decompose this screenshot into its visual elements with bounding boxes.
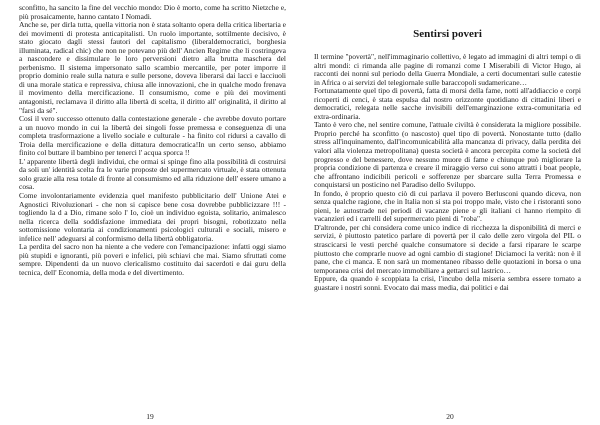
right-page (300, 0, 600, 425)
left-paragraph: Come involontariamente evidenzia quel manifesto pubblicitario dell' Unione Atei e Agnostici Rivoluzionari - che non si capisce bene cosa dovrebbe pubblicizzare !!! - togliendo la d a Dio, rimane solo l' Io, cioè un individuo egoista, solitario, animalesco nella ricerca della soddisfazione immediata dei propri bisogni, robotizzato nella sottomissione volontaria ai condizionamenti psicologici culturali e sociali, misero e infelice nell' adeguarsi al conformismo della libertà obbligatoria. (19, 191, 286, 243)
right-paragraph: Tanto è vero che, nel sentire comune, l'attuale civiltà è considerata la migliore possibile. Proprio perché ha sconfitto (o nascosto) quel tipo di povertà. Nonostante tutto (dallo stress all'inquinamento, dall'incomunicabilità alla mancanza di privacy, dalla perdita dei valori alla violenza metropolitana) questa società è ancora percepita come la società del progresso e del benessere, dove nessuno muore di fame e chiunque può migliorare la propria condizione di partenza e creare il miraggio verso cui sono attratti i boat people, che affrontano indicibili pericoli e sofferenze per sbarcare sulla Terra Promessa e conquistarsi un posticino nel Paradiso dello Sviluppo. (314, 120, 581, 190)
right-paragraph: D'altronde, per chi considera come unico indice di ricchezza la disponibilità di merci e servizi, è piuttosto patetico parlare di povertà per il calo delle zero virgola del PIL o strascicarsi le vesti perché qualche consumatore si decide a farsi riparare le scarpe piuttosto che comprarle nuove ad ogni cambio di stagione! Diciamoci la verità: non è il pane, che ci manca. E non sarà un momentaneo ribasso delle quotazioni in borsa o una temporanea crisi del mercato immobiliare a gettarci sul lastrico… (314, 222, 581, 275)
right-paragraph: In fondo, è proprio questo ciò di cui parlava il povero Berlusconi quando diceva, non senza qualche ragione, che in Italia non si sta poi troppo male, visto che i ristoranti sono pieni, le autostrade nei periodi di vacanze piene e gli italiani ci hanno riempito di vacanzieri ed i carrelli del supermercato pieni di "roba". (314, 188, 581, 224)
left-paragraph: La perdita del sacro non ha niente a che vedere con l'emancipazione: infatti oggi siamo più stupidi e ignoranti, più poveri e infelici, più schiavi che mai. Siamo sfruttati come sempre. Dipendenti da un nuovo clericalismo costituito dai sacerdoti e dai guru della tecnica, dell' Economia, della moda e del divertimento. (19, 242, 286, 277)
right-paragraph: Eppure, da quando è scoppiata la crisi, l'incubo della miseria sembra essere tornato a guastare i nostri sonni. Evocato dai mass media, dai politici e dai (314, 274, 581, 292)
right-paragraph: Il termine "povertà", nell'immaginario collettivo, è legato ad immagini di altri tempi o di altri mondi: ci rimanda alle pagine di romanzi come I Miserabili di Victor Hugo, ai racconti dei nonni sul periodo della Guerra Mondiale, a certi documentari sulle catestie in Africa o ai servizi del telegiornale sulle baraccopoli sudamericane… (314, 52, 581, 87)
left-page-text (19, 4, 286, 404)
left-paragraph: Anche se, per dirla tutta, quella vittoria non è stata soltanto opera della critica libertaria e dei movimenti di protesta anticapitalisti. Un ruolo importante, sottilmente decisivo, è stato giocato dagli stessi fautori del capitalismo (liberaldemocratici, borghesia illuminata, radical chic) che non ne potevano più dell' Ancien Regime che li costringeva a nascondere e dissimulare le loro perversioni dietro alla brutta maschera del perbenismo. Il sistema impersonato sallo scambio mercantile, per poter imporre il proprio dominio reale sulla natura e sulle persone, doveva liberarsi dai lacci e lacciuoli di una morale statica e repressiva, chiusa alle innovazioni, che in qualche modo frenava il movimento della mercificazione. Il consumismo, come e più dei movimenti antagonisti, reclamava il diritto alla libertà di scelta, il diritto all' originalità, il diritto al "farsi da sé". (19, 20, 286, 115)
right-page-text (314, 4, 581, 404)
left-paragraph: Così il vero successo ottenuto dalla contestazione generale - che avrebbe dovuto portare a un nuovo mondo in cui la libertà dei singoli fosse premessa e conseguenza di una completa trasformazione a livello sociale e culturale - ha finito col ridursi a cavallo di Troia della mercificazione e della dittatura democratica!In un certo senso, abbiamo finito col buttare il bambino per tenerci l' acqua sporca !! (19, 114, 286, 158)
left-paragraph: sconfitto, ha sancito la fine del vecchio mondo: Dio è morto, come ha scritto Nietzche e, più prosaicamente, hanno cantato I Nomadi. (19, 4, 286, 21)
page-number-right: 20 (446, 412, 454, 421)
right-paragraph: Fortunatamente quel tipo di povertà, fatta di morsi della fame, notti all'addiaccio e corpi ricoperti di cenci, è stata espulsa dal nostro orizzonte quotidiano di cittadini liberi e democratici, relegata nelle sacche invisibili dell'emarginazione extra-comunitaria ed extra-ordinaria. (314, 86, 581, 121)
page-number-left: 19 (146, 412, 154, 421)
left-paragraph: L' apparente libertà degli individui, che ormai si spinge fino alla possibilità di costruirsi da soli un' identità scelta fra le varie proposte del supermercato virtuale, è stata ottenuta solo grazie alla resa totale di fronte al consumismo ed alla riduzione dell' essere umano a cosa. (19, 156, 286, 192)
chapter-title: Sentirsi poveri (413, 28, 482, 40)
